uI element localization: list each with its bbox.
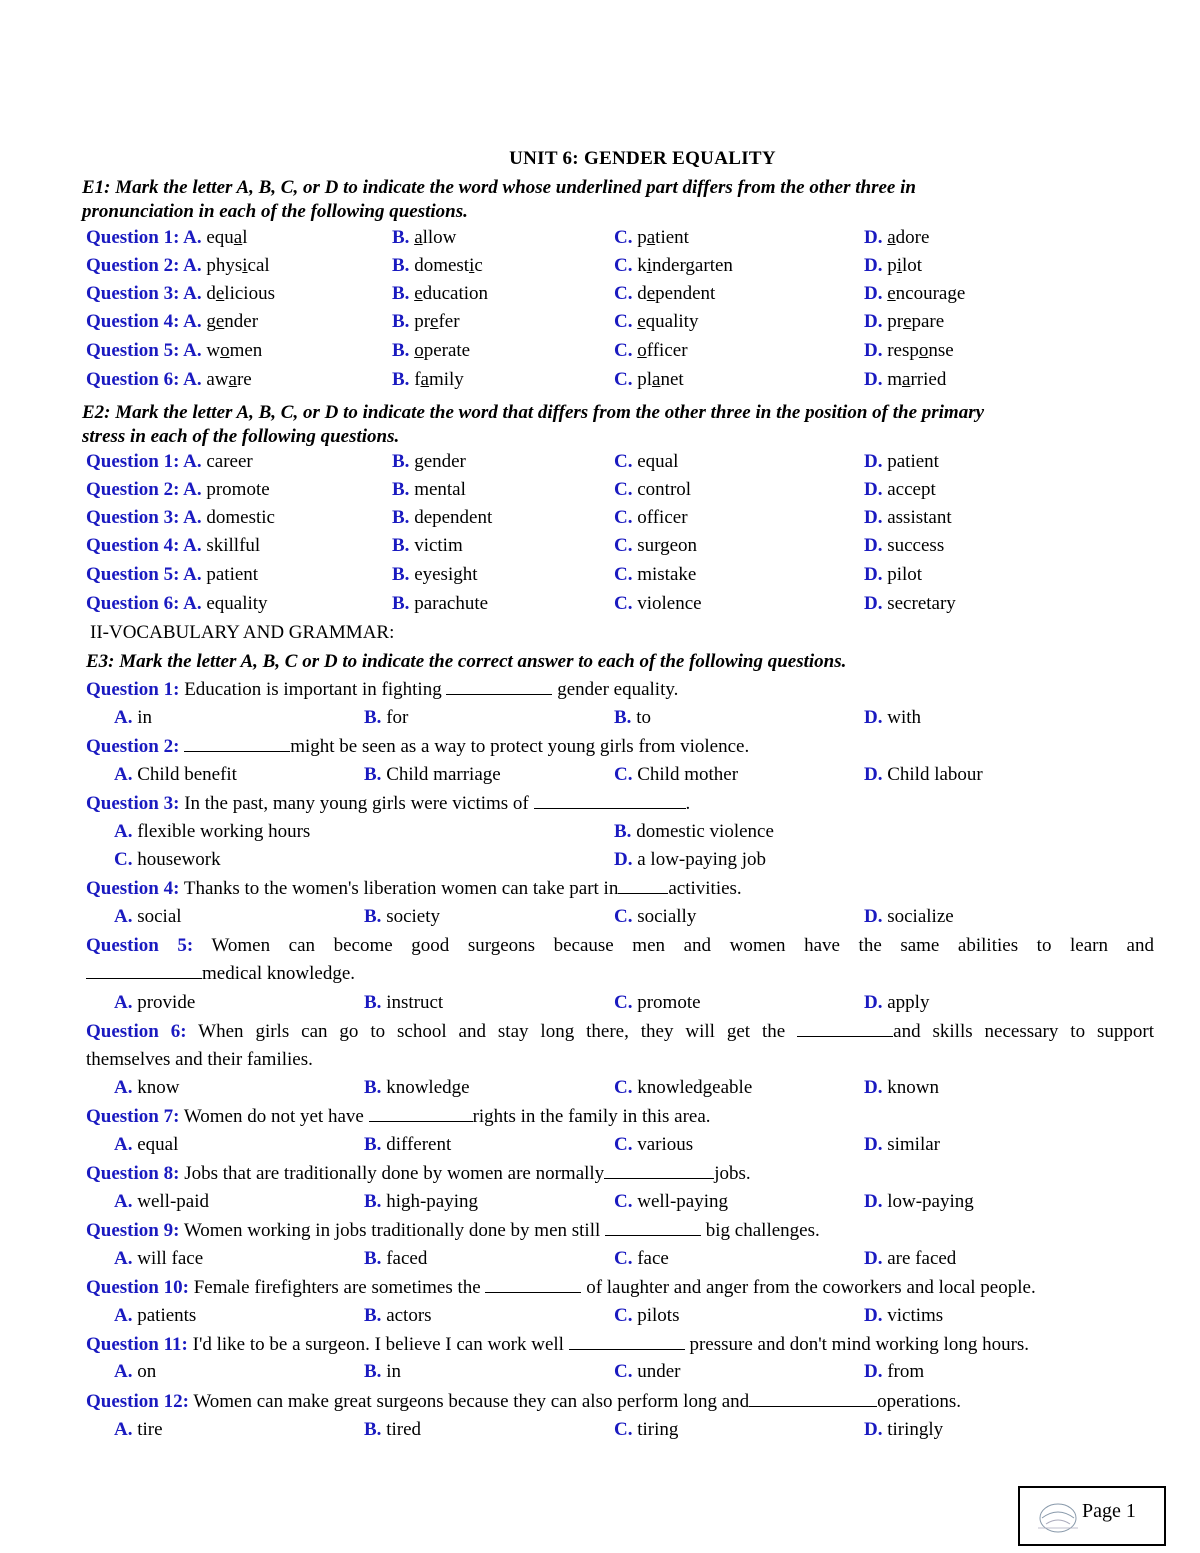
option-d [864, 337, 954, 365]
e1-question-3 [0, 280, 1200, 308]
option-c [614, 590, 702, 618]
option-word: education [414, 283, 489, 304]
e1-instruction: E1: Mark the letter A, B, C, or D to indicate the word whose underlined part differs from the other three in pronunciation in each of the following questions. [82, 177, 916, 222]
e2-question-3 [0, 504, 1200, 532]
option-word: patient [637, 227, 689, 248]
option-word: violence [637, 593, 702, 614]
underlined-part: a [414, 227, 423, 248]
option-a [86, 224, 248, 252]
underlined-part: i [646, 255, 653, 276]
question-label: Question 1: [86, 227, 184, 248]
option-word: adore [887, 227, 930, 248]
e3-q11-options: A. on B. in C. under D. from [114, 1361, 925, 1382]
underlined-part: a [902, 369, 911, 390]
option-word: pilot [887, 564, 923, 585]
option-word: officer [637, 507, 688, 528]
option-word: dependent [414, 507, 493, 528]
option-word: assistant [887, 507, 952, 528]
option-c: B. to [614, 707, 651, 728]
option-c [614, 252, 733, 280]
option-word: equal [206, 227, 248, 248]
underlined-part: e [887, 283, 896, 304]
option-letter: A. [183, 311, 202, 332]
option-letter: D. [864, 255, 883, 276]
e3-q9-options: A. will face B. faced C. face D. are faced [114, 1248, 957, 1269]
option-d [864, 224, 929, 252]
option-d [864, 308, 944, 336]
answer-blank [569, 1332, 685, 1350]
option-word: encourage [887, 283, 966, 304]
option-c [614, 308, 698, 336]
question-label: Question 2: [86, 479, 184, 500]
page-number-box [1018, 1486, 1166, 1546]
underlined-part: a [646, 227, 656, 248]
e2-question-1 [0, 448, 1200, 476]
option-letter: D. [864, 593, 883, 614]
option-letter: A. [183, 283, 202, 304]
underlined-part: i [469, 255, 475, 276]
option-letter: C. [614, 369, 633, 390]
option-word: accept [887, 479, 936, 500]
option-letter: C. [614, 340, 633, 361]
underlined-part: a [652, 369, 661, 390]
option-letter: D. [864, 451, 883, 472]
question-label: Question 6: [86, 369, 184, 390]
e3-q10-options: A. patients B. actors C. pilots D. victims [114, 1305, 944, 1326]
option-word: patient [887, 451, 939, 472]
option-c [614, 366, 684, 394]
question-label: Question 2: [86, 255, 184, 276]
underlined-part: e [637, 311, 646, 332]
option-word: victim [414, 535, 463, 556]
e3-question-4: Question 4: Thanks to the women's liberation women can take part in activities. [86, 878, 742, 899]
option-word: domestic [414, 255, 483, 276]
option-word: skillful [206, 535, 261, 556]
option-letter: B. [392, 369, 410, 390]
option-letter: D. [864, 311, 883, 332]
answer-blank [605, 1218, 701, 1236]
answer-blank [369, 1104, 473, 1122]
option-a [86, 561, 258, 589]
option-b [392, 476, 466, 504]
option-c [614, 476, 691, 504]
option-a [86, 252, 270, 280]
option-letter: C. [614, 255, 633, 276]
option-c [614, 337, 688, 365]
underlined-part: e [430, 311, 439, 332]
option-d [864, 476, 936, 504]
option-b [392, 252, 483, 280]
option-word: family [414, 369, 464, 390]
question-label: Question 5: [86, 564, 184, 585]
option-word: prefer [414, 311, 460, 332]
e1-question-5 [0, 337, 1200, 365]
option-c [614, 561, 696, 589]
option-word: patient [206, 564, 259, 585]
e1-question-6 [0, 366, 1200, 394]
answer-blank [797, 1019, 893, 1037]
option-word: allow [414, 227, 457, 248]
underlined-part: a [233, 227, 243, 248]
question-label: Question 5: [86, 340, 184, 361]
answer-blank [485, 1275, 581, 1293]
question-label: Question 1: [86, 451, 184, 472]
option-a: A. in [114, 707, 153, 728]
option-word: parachute [414, 593, 489, 614]
option-letter: A. [183, 255, 202, 276]
e1-question-2 [0, 252, 1200, 280]
e1-question-1 [0, 224, 1200, 252]
question-label: Question 4: [86, 311, 184, 332]
e3-question-6: Question 6: When girls can go to school and stay long there, they will get the and skills necessary to support [86, 1021, 1154, 1042]
option-letter: A. [183, 227, 202, 248]
option-word: gender [206, 311, 259, 332]
answer-blank [604, 1161, 714, 1179]
e3-q4-options: A. social B. society C. socially D. socialize [114, 906, 954, 927]
option-b [392, 561, 478, 589]
option-a [86, 590, 268, 618]
answer-blank [446, 677, 552, 695]
option-word: aware [206, 369, 252, 390]
e3-q1-options [0, 704, 1200, 732]
option-word: gender [414, 451, 466, 472]
option-word: prepare [887, 311, 945, 332]
option-letter: B. [392, 507, 410, 528]
option-b [392, 224, 456, 252]
option-letter: B. [392, 340, 410, 361]
option-word: officer [637, 340, 688, 361]
underlined-part: o [220, 340, 230, 361]
e3-q5-options: A. provide B. instruct C. promote D. apply [114, 992, 930, 1013]
option-word: eyesight [414, 564, 478, 585]
option-letter: B. [392, 311, 410, 332]
option-letter: D. [864, 227, 883, 248]
option-letter: B. [392, 535, 410, 556]
e3-question-9: Question 9: Women working in jobs traditionally done by men still big challenges. [86, 1220, 820, 1241]
option-letter: B. [392, 451, 410, 472]
answer-blank [534, 791, 686, 809]
option-b [392, 366, 464, 394]
option-a [86, 504, 275, 532]
option-letter: C. [614, 451, 633, 472]
option-b [392, 590, 488, 618]
option-word: delicious [206, 283, 275, 304]
option-word: promote [206, 479, 270, 500]
e3-q2-options: A. Child benefit B. Child marriage C. Child mother D. Child labour [114, 764, 983, 785]
e1-question-4 [0, 308, 1200, 336]
option-c [614, 280, 715, 308]
option-d: D. with [864, 707, 922, 728]
e2-question-2 [0, 476, 1200, 504]
option-b [392, 280, 488, 308]
e3-question-1: Question 1: Education is important in fighting gender equality. [86, 679, 679, 700]
e2-instruction: E2: Mark the letter A, B, C, or D to indicate the word that differs from the other three in the position of the primary stress in each of the following questions. [82, 402, 985, 447]
option-letter: A. [183, 507, 202, 528]
option-letter: B. [392, 564, 410, 585]
question-label: Question 4: [86, 535, 184, 556]
underlined-part: o [414, 340, 424, 361]
option-word: married [887, 369, 947, 390]
option-word: control [637, 479, 692, 500]
option-word: physical [206, 255, 270, 276]
e3-question-10: Question 10: Female firefighters are sometimes the of laughter and anger from the coworkers and local people. [86, 1277, 1036, 1298]
option-d [864, 590, 956, 618]
option-letter: C. [614, 227, 633, 248]
answer-blank [86, 961, 202, 979]
e3-question-11: Question 11: I'd like to be a surgeon. I believe I can work well pressure and don't mind working long hours. [86, 1334, 1030, 1355]
e3-question-3: Question 3: In the past, many young girls were victims of . [86, 793, 691, 814]
underlined-part: i [896, 255, 903, 276]
option-letter: A. [183, 340, 202, 361]
option-word: domestic [206, 507, 275, 528]
option-c [614, 504, 688, 532]
page-number: Page 1 [1082, 1500, 1136, 1522]
option-word: women [206, 340, 263, 361]
option-d [864, 280, 965, 308]
question-label: Question 6: [86, 593, 184, 614]
option-letter: D. [864, 479, 883, 500]
option-d [864, 366, 946, 394]
underlined-part: o [918, 340, 929, 361]
option-letter: A. [183, 451, 202, 472]
e3-question-5-cont: medical knowledge. [86, 960, 1154, 988]
option-word: career [206, 451, 253, 472]
underlined-part: a [887, 227, 896, 248]
option-letter: A. [183, 593, 202, 614]
e3-q7-options: A. equal B. different C. various D. similar [114, 1134, 941, 1155]
option-a [86, 308, 258, 336]
option-word: success [887, 535, 945, 556]
e3-q3-options-row2: C. housework D. a low-paying job [114, 849, 766, 870]
option-letter: B. [392, 255, 410, 276]
underlined-part: a [228, 369, 237, 390]
option-word: mistake [637, 564, 697, 585]
e3-question-8: Question 8: Jobs that are traditionally done by women are normally jobs. [86, 1163, 751, 1184]
option-a [86, 476, 270, 504]
e2-question-6 [0, 590, 1200, 618]
option-b [392, 448, 466, 476]
option-letter: A. [183, 479, 202, 500]
option-letter: C. [614, 593, 633, 614]
option-b [392, 532, 463, 560]
option-a [86, 532, 260, 560]
underlined-part: e [903, 311, 912, 332]
option-c [614, 532, 697, 560]
option-c [614, 224, 689, 252]
underlined-part: a [420, 369, 429, 390]
option-word: kindergarten [637, 255, 733, 276]
e3-q6-options: A. know B. knowledge C. knowledgeable D. known [114, 1077, 939, 1098]
option-word: mental [414, 479, 466, 500]
option-word: surgeon [637, 535, 698, 556]
underlined-part: e [215, 311, 225, 332]
option-d [864, 561, 922, 589]
option-letter: D. [864, 535, 883, 556]
option-letter: C. [614, 311, 633, 332]
vocab-grammar-heading: II-VOCABULARY AND GRAMMAR: [90, 622, 395, 643]
option-letter: C. [614, 564, 633, 585]
option-a [86, 448, 253, 476]
option-c [614, 448, 678, 476]
option-letter: D. [864, 564, 883, 585]
answer-blank [749, 1389, 877, 1407]
option-a [86, 366, 252, 394]
option-letter: C. [614, 479, 633, 500]
e2-question-5 [0, 561, 1200, 589]
option-d [864, 532, 944, 560]
school-logo-icon [1028, 1498, 1088, 1538]
option-d [864, 448, 939, 476]
option-letter: B. [392, 479, 410, 500]
option-word: pilot [887, 255, 923, 276]
e3-question-12: Question 12: Women can make great surgeons because they can also perform long and operations. [86, 1391, 962, 1412]
option-letter: B. [392, 227, 410, 248]
option-word: equality [206, 593, 268, 614]
e3-q8-options: A. well-paid B. high-paying C. well-paying D. low-paying [114, 1191, 974, 1212]
option-letter: D. [864, 369, 883, 390]
page-title: UNIT 6: GENDER EQUALITY [509, 148, 776, 169]
underlined-part: o [637, 340, 647, 361]
option-d [864, 252, 922, 280]
option-letter: A. [183, 564, 202, 585]
option-letter: A. [183, 535, 202, 556]
option-letter: D. [864, 283, 883, 304]
e3-question-6-cont: themselves and their families. [86, 1049, 313, 1070]
e3-question-2: Question 2: might be seen as a way to protect young girls from violence. [86, 736, 750, 757]
option-word: equality [637, 311, 699, 332]
option-b: B. for [364, 707, 409, 728]
option-word: operate [414, 340, 471, 361]
answer-blank [184, 734, 290, 752]
option-word: equal [637, 451, 679, 472]
underlined-part: e [215, 283, 225, 304]
option-word: secretary [887, 593, 956, 614]
option-b [392, 337, 470, 365]
option-letter: A. [183, 369, 202, 390]
e3-question-5: Question 5: Women can become good surgeons because men and women have the same abilities to learn and [86, 935, 1154, 956]
underlined-part: i [242, 255, 248, 276]
option-letter: C. [614, 535, 633, 556]
option-word: response [887, 340, 954, 361]
e3-q12-options: A. tire B. tired C. tiring D. tiringly [114, 1419, 944, 1440]
underlined-part: e [646, 283, 656, 304]
option-letter: C. [614, 507, 633, 528]
question-label: Question 3: [86, 283, 184, 304]
option-letter: D. [864, 340, 883, 361]
option-d [864, 504, 952, 532]
option-letter: B. [392, 283, 410, 304]
e2-question-4 [0, 532, 1200, 560]
option-b [392, 308, 460, 336]
option-letter: D. [864, 507, 883, 528]
option-a [86, 337, 262, 365]
e3-q3-options-row1: A. flexible working hours B. domestic violence [114, 821, 774, 842]
option-a [86, 280, 275, 308]
answer-blank [618, 876, 668, 894]
option-word: dependent [637, 283, 716, 304]
option-letter: B. [392, 593, 410, 614]
option-b [392, 504, 492, 532]
e3-instruction: E3: Mark the letter A, B, C or D to indicate the correct answer to each of the following questions. [86, 651, 847, 672]
underlined-part: e [414, 283, 423, 304]
option-word: planet [637, 369, 684, 390]
option-letter: C. [614, 283, 633, 304]
question-label: Question 3: [86, 507, 184, 528]
e3-question-7: Question 7: Women do not yet have rights in the family in this area. [86, 1106, 711, 1127]
